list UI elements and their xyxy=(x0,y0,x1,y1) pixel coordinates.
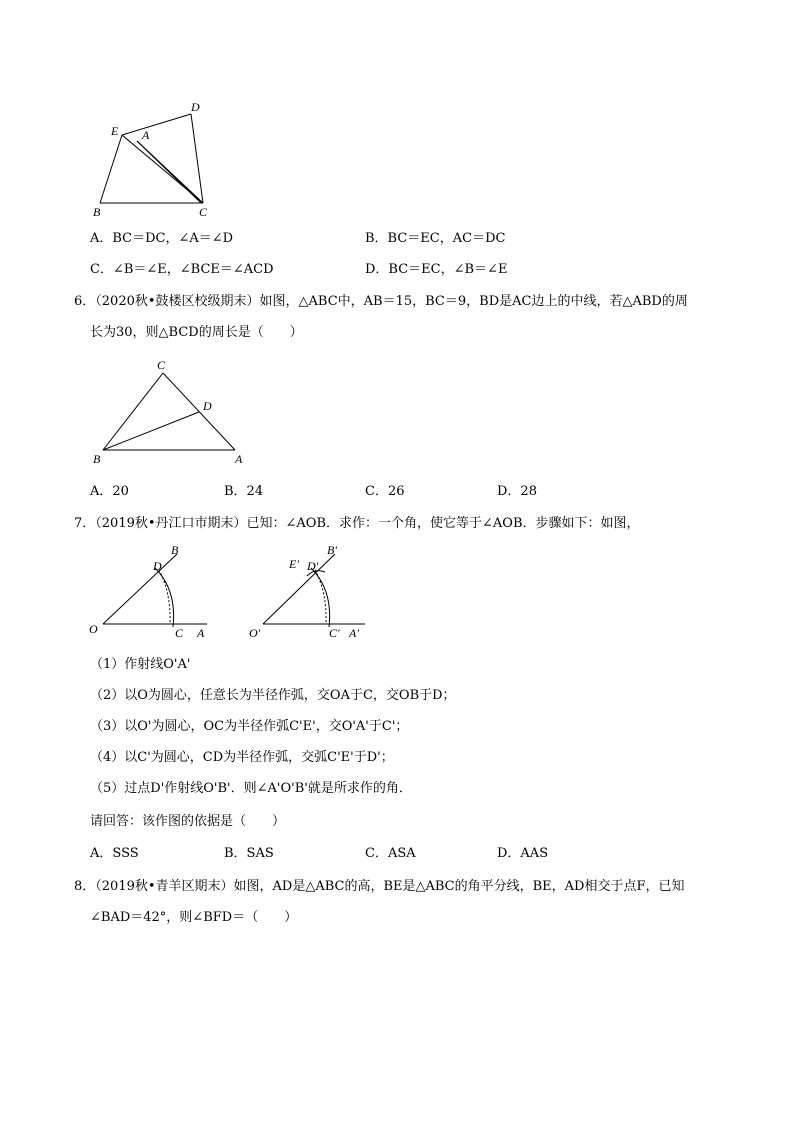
q7-step-4: （4）以C'为圆心，CD为半径作弧，交弧C'E'于D'； xyxy=(90,750,394,765)
q5-option-c: C．∠B＝∠E，∠BCE＝∠ACD xyxy=(90,262,274,277)
q6-figure xyxy=(85,355,255,470)
q5-segment-ac-2 xyxy=(137,141,201,203)
q7-right-dashed-cd xyxy=(315,570,326,624)
q7-left-label-d: D xyxy=(153,559,162,573)
q5-segment-be xyxy=(100,135,122,203)
q6-option-a: A．20 xyxy=(90,484,129,499)
q5-segment-dc xyxy=(191,114,203,203)
q6-option-d: D．28 xyxy=(497,484,537,499)
q6-label-d: D xyxy=(203,399,212,413)
q7-stem-line1: 7．（2019秋•丹江口市期末）已知：∠AOB．求作：一个角，使它等于∠AOB．步骤如下：如图， xyxy=(74,516,640,531)
q7-right-label-e: E' xyxy=(289,557,299,571)
q7-figure-left xyxy=(85,540,220,645)
q7-left-label-c: C xyxy=(175,626,184,640)
q7-right-label-c: C' xyxy=(329,626,340,640)
q7-left-arc xyxy=(155,568,174,627)
q7-right-ray-ob xyxy=(263,554,335,624)
q7-right-label-a: A' xyxy=(349,626,359,640)
q5-figure xyxy=(85,95,225,225)
q7-right-label-o: O' xyxy=(249,626,261,640)
q7-step-5: （5）过点D'作射线O'B'．则∠A'O'B'就是所求作的角． xyxy=(90,781,412,796)
q8-stem-line1: 8．（2019秋•青羊区期末）如图，AD是△ABC的高，BE是△ABC的角平分线，BE，AD相交于点F，已知 xyxy=(74,879,685,894)
q5-label-b: B xyxy=(93,205,101,219)
q7-left-ray-ob xyxy=(103,554,177,624)
q7-step-1: （1）作射线O'A' xyxy=(90,657,191,672)
q7-step-3: （3）以O'为圆心，OC为半径作弧C'E'，交O'A'于C'； xyxy=(90,719,409,734)
q5-option-a: A．BC＝DC，∠A＝∠D xyxy=(90,231,234,246)
q6-label-c: C xyxy=(157,358,166,372)
q6-option-c: C．26 xyxy=(365,484,405,499)
q7-left-dashed-cd xyxy=(159,570,170,624)
q7-question: 请回答：该作图的依据是（ ） xyxy=(90,814,286,829)
q7-left-label-a: A xyxy=(197,626,205,640)
q7-option-c: C．ASA xyxy=(365,846,416,861)
q7-step-2: （2）以O为圆心，任意长为半径作弧，交OA于C，交OB于D； xyxy=(90,688,456,703)
q5-label-c: C xyxy=(199,205,208,219)
q6-stem-line2: 长为30，则△BCD的周长是（ ） xyxy=(90,325,303,340)
q7-left-label-b: B xyxy=(171,543,179,557)
q7-right-label-b: B' xyxy=(327,543,337,557)
q7-option-d: D．AAS xyxy=(497,846,549,861)
q6-option-b: B．24 xyxy=(224,484,264,499)
q5-segment-ed xyxy=(122,114,191,135)
q6-label-b: B xyxy=(93,452,101,466)
q5-label-d: D xyxy=(191,100,200,114)
q7-left-label-o: O xyxy=(89,622,98,636)
q7-right-arc xyxy=(311,568,330,627)
q7-figure-right xyxy=(245,540,375,645)
q6-stem-line1: 6．（2020秋•鼓楼区校级期末）如图，△ABC中，AB＝15，BC＝9，BD是AC边上的中线，若△ABD的周 xyxy=(74,294,688,309)
q5-option-d: D．BC＝EC，∠B＝∠E xyxy=(365,262,508,277)
q7-right-label-d: D' xyxy=(307,559,319,573)
q5-label-a: A xyxy=(142,128,150,142)
q6-label-a: A xyxy=(235,452,243,466)
q5-option-b: B．BC＝EC，AC＝DC xyxy=(365,231,506,246)
q6-segment-ca xyxy=(163,373,235,450)
q5-label-e: E xyxy=(111,124,119,138)
q7-option-b: B．SAS xyxy=(224,846,274,861)
q7-option-a: A．SSS xyxy=(90,846,139,861)
q8-stem-line2: ∠BAD＝42°，则∠BFD＝（ ） xyxy=(90,910,298,925)
